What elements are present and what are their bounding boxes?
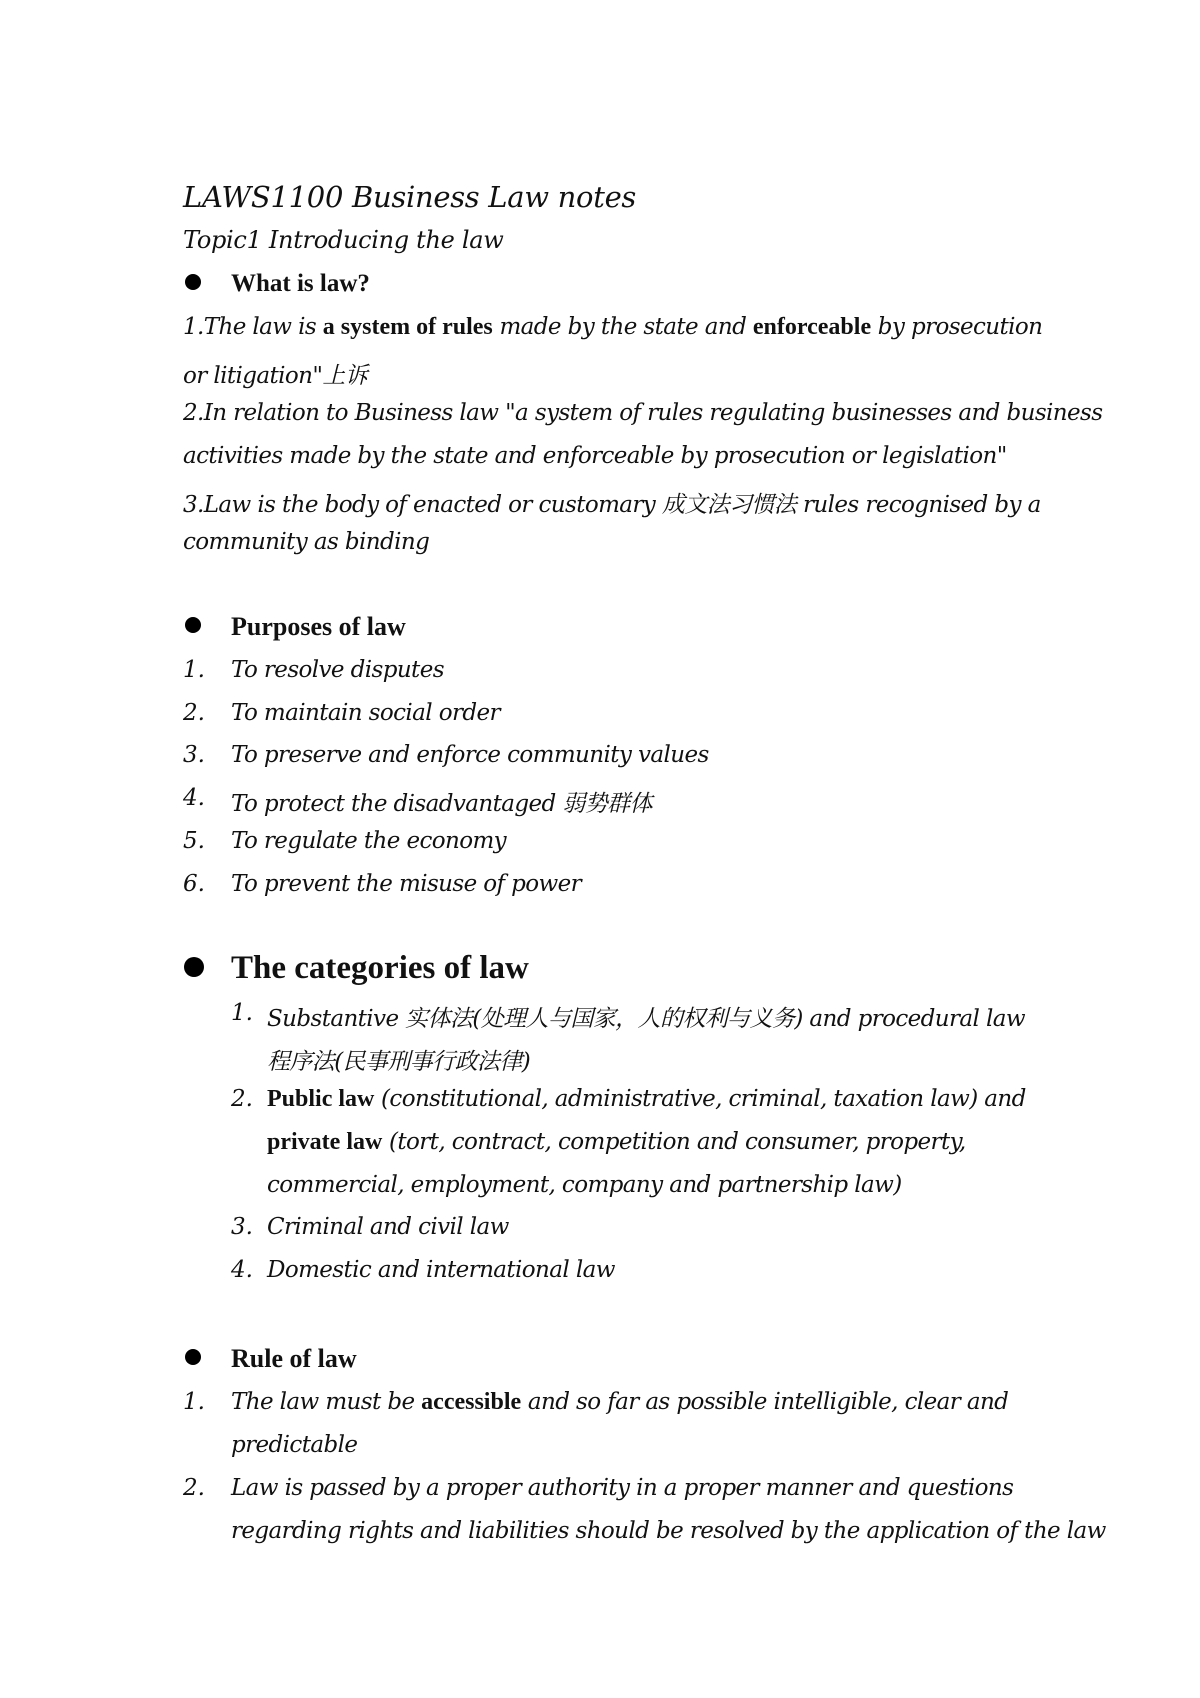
list-item: To prevent the misuse of power — [231, 871, 582, 897]
what-is-law-heading: What is law? — [231, 270, 370, 297]
list-number: 2. — [183, 700, 205, 726]
list-item: Law is passed by a proper authority in a proper manner and questions — [231, 1475, 1014, 1501]
definition-3-line-1: 3.Law is the body of enacted or customary 成文法习惯法 rules recognised by a — [183, 492, 1041, 518]
definition-1-line-1: 1.The law is a system of rules made by the state and enforceable by prosecution — [183, 314, 1043, 340]
document-title: LAWS1100 Business Law notes — [183, 180, 637, 214]
list-number: 2. — [231, 1086, 253, 1112]
list-number: 4. — [183, 785, 205, 811]
definition-2-line-1: 2.In relation to Business law "a system of rules regulating businesses and business — [183, 400, 1103, 426]
list-item-continuation: regarding rights and liabilities should be resolved by the application of the law — [231, 1518, 1106, 1544]
list-item-continuation: private law (tort, contract, competition and consumer, property, — [267, 1129, 966, 1155]
list-item: The law must be accessible and so far as possible intelligible, clear and — [231, 1389, 1009, 1415]
list-item: Public law (constitutional, administrative, criminal, taxation law) and — [267, 1086, 1026, 1112]
list-number: 6. — [183, 871, 205, 897]
list-item: To protect the disadvantaged 弱势群体 — [231, 791, 652, 817]
definition-3-line-2: community as binding — [183, 529, 430, 555]
list-item: To maintain social order — [231, 700, 500, 726]
list-item: To resolve disputes — [231, 657, 444, 683]
list-item: To preserve and enforce community values — [231, 742, 709, 768]
list-item-continuation: commercial, employment, company and partnership law) — [267, 1172, 902, 1198]
list-item-continuation: predictable — [231, 1432, 358, 1458]
list-item-continuation: 程序法(民事刑事行政法律) — [267, 1049, 531, 1075]
list-number: 5. — [183, 828, 205, 854]
list-item: Domestic and international law — [267, 1257, 615, 1283]
list-number: 2. — [183, 1475, 205, 1501]
bullet-icon — [185, 617, 201, 633]
list-number: 1. — [183, 1389, 205, 1415]
list-item: Criminal and civil law — [267, 1214, 509, 1240]
list-item: Substantive 实体法(处理人与国家，人的权利与义务) and procedural law — [267, 1006, 1025, 1032]
bullet-icon — [185, 1349, 201, 1365]
rule-of-law-heading: Rule of law — [231, 1344, 357, 1373]
definition-1-line-2: or litigation"上诉 — [183, 363, 368, 389]
list-number: 3. — [183, 742, 205, 768]
bullet-icon — [184, 957, 204, 977]
topic-title: Topic1 Introducing the law — [183, 226, 504, 254]
list-number: 3. — [231, 1214, 253, 1240]
bullet-icon — [185, 274, 201, 290]
list-number: 1. — [231, 1000, 253, 1026]
list-number: 1. — [183, 657, 205, 683]
list-item: To regulate the economy — [231, 828, 507, 854]
categories-heading: The categories of law — [231, 950, 529, 986]
purposes-heading: Purposes of law — [231, 612, 406, 641]
definition-2-line-2: activities made by the state and enforceable by prosecution or legislation" — [183, 443, 1007, 469]
list-number: 4. — [231, 1257, 253, 1283]
